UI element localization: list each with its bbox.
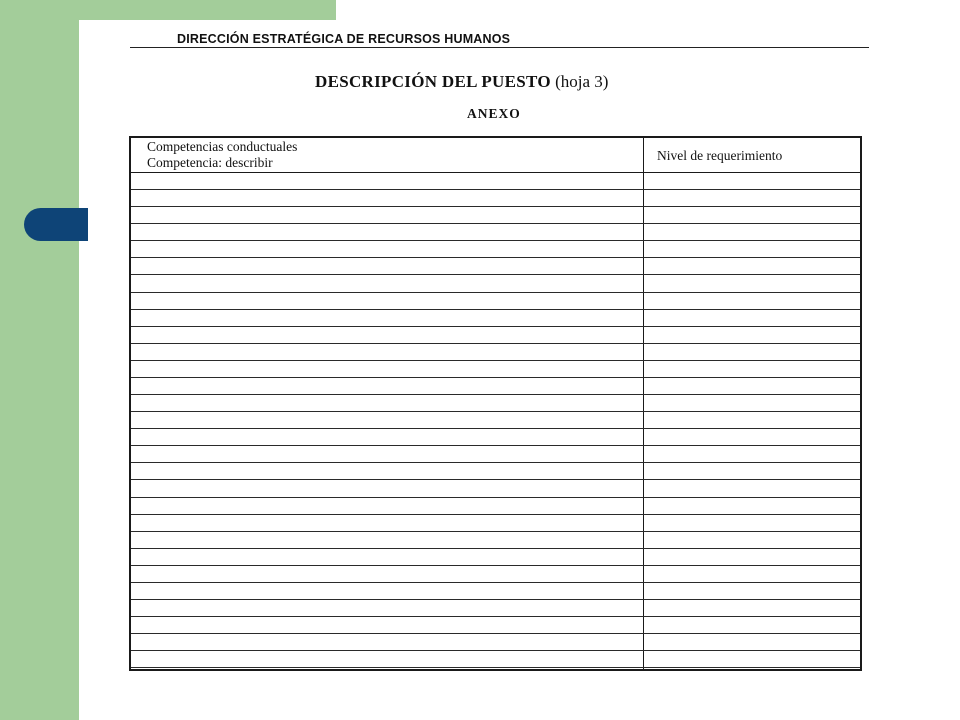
table-row xyxy=(131,616,860,617)
competencies-table xyxy=(129,136,862,671)
table-row xyxy=(131,548,860,549)
table-row xyxy=(131,445,860,446)
table-row xyxy=(131,360,860,361)
table-row xyxy=(131,394,860,395)
table-row xyxy=(131,240,860,241)
table-row xyxy=(131,223,860,224)
table-row xyxy=(131,582,860,583)
header-rule xyxy=(130,47,869,48)
document-title xyxy=(315,72,608,92)
table-row xyxy=(131,309,860,310)
table-row xyxy=(131,411,860,412)
table-header-competencies xyxy=(147,139,297,171)
slide-blue-tab xyxy=(24,208,88,241)
table-row xyxy=(131,667,860,668)
header-line-competencies: Competencias conductuales xyxy=(147,139,298,154)
table-row xyxy=(131,531,860,532)
table-row xyxy=(131,514,860,515)
column-divider xyxy=(643,138,644,669)
table-row xyxy=(131,343,860,344)
organization-header: DIRECCIÓN ESTRATÉGICA DE RECURSOS HUMANOS xyxy=(177,32,511,46)
table-row xyxy=(131,565,860,566)
table-row xyxy=(131,377,860,378)
table-row xyxy=(131,292,860,293)
table-row xyxy=(131,650,860,651)
table-row xyxy=(131,326,860,327)
table-row xyxy=(131,479,860,480)
table-row xyxy=(131,428,860,429)
table-row xyxy=(131,189,860,190)
table-header-requirement-level: Nivel de requerimiento xyxy=(657,148,783,163)
table-row xyxy=(131,497,860,498)
header-line-describe: Competencia: describir xyxy=(147,155,273,170)
table-row xyxy=(131,633,860,634)
table-row xyxy=(131,599,860,600)
table-row xyxy=(131,462,860,463)
title-sheet: (hoja 3) xyxy=(555,72,609,91)
table-row xyxy=(131,274,860,275)
table-row xyxy=(131,206,860,207)
header-row-rule xyxy=(131,172,860,173)
slide-green-top-band xyxy=(0,0,336,20)
title-main: DESCRIPCIÓN DEL PUESTO xyxy=(315,72,551,91)
slide-green-sidebar xyxy=(0,0,79,720)
annex-heading: ANEXO xyxy=(467,106,521,121)
table-row xyxy=(131,257,860,258)
